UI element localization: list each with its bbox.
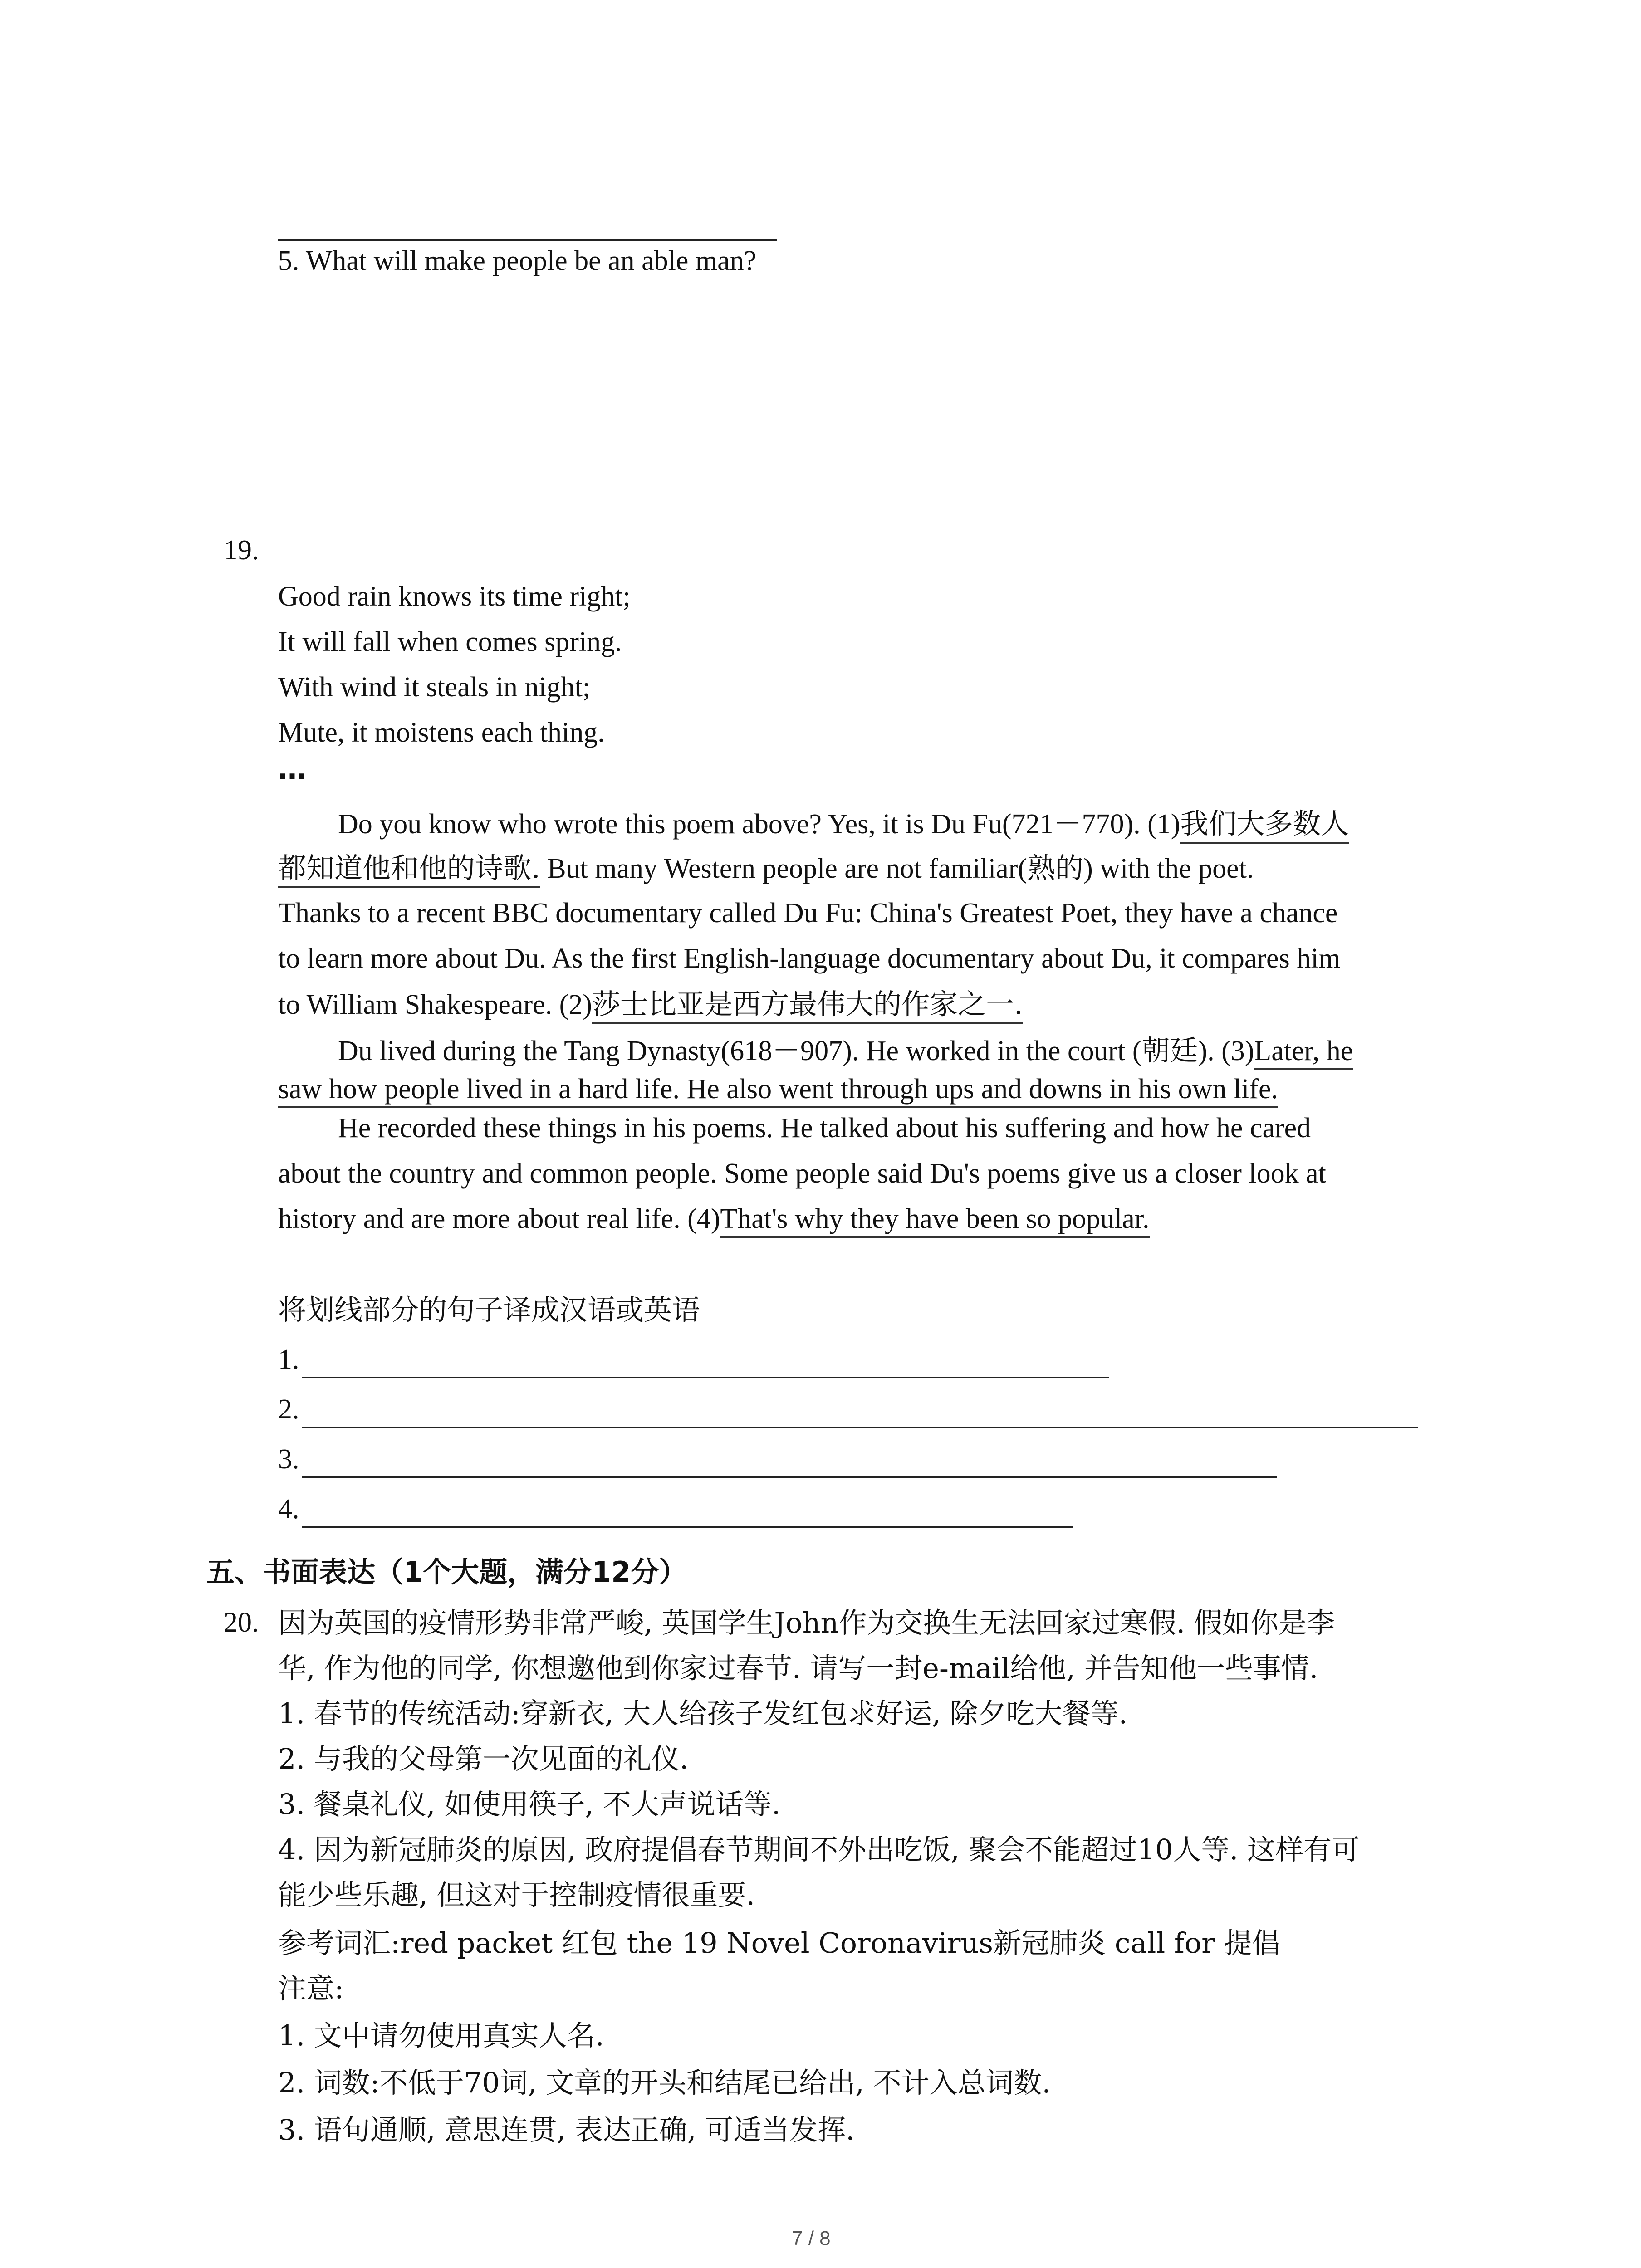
translation-instruction: 将划线部分的句子译成汉语或英语 [278,1293,700,1326]
q20-line-11: 2. 词数:不低于70词, 文章的开头和结尾已给出, 不计入总词数. [278,2066,1051,2099]
q20-line-3: 1. 春节的传统活动:穿新衣, 大人给孩子发红包求好运, 除夕吃大餐等. [278,1697,1128,1730]
p3-line-3 [278,1203,1150,1235]
underlined-sentence-4: That's why they have been so popular. [720,1203,1149,1238]
poem-line-4: Mute, it moistens each thing. [278,717,605,748]
q20-line-10: 1. 文中请勿使用真实人名. [278,2019,604,2052]
section-5-heading: 五、书面表达（1个大题，满分12分） [206,1555,687,1589]
page-number: 7 / 8 [792,2227,831,2249]
p2-line-1 [338,1035,1353,1067]
underlined-sentence-1a: 我们大多数人 [1180,807,1349,844]
p2-line-1-text: Du lived during the Tang Dynasty(618－907). He worked in the court (朝廷). (3) [338,1036,1254,1066]
p1-line-3: Thanks to a recent BBC documentary called Du Fu: China's Greatest Poet, they have a chance [278,898,1338,929]
answer-line-2[interactable] [302,1427,1418,1428]
answer-line-4[interactable] [302,1526,1073,1528]
question-item-5: 5. What will make people be an able man? [278,245,757,276]
p1-line-5 [278,988,1023,1021]
q20-line-7: 能少些乐趣, 但这对于控制疫情很重要. [278,1878,755,1911]
underlined-sentence-3b: saw how people lived in a hard life. He also went through ups and downs in his own life. [278,1074,1278,1108]
p1-line-4: to learn more about Du. As the first English-language documentary about Du, it compares him [278,943,1341,974]
q20-line-8: 参考词汇:red packet 红包 the 19 Novel Coronavirus新冠肺炎 call for 提倡 [278,1926,1280,1960]
poem-line-1: Good rain knows its time right; [278,581,631,612]
q20-line-9: 注意: [278,1972,344,2005]
p3-line-3-text: history and are more about real life. (4) [278,1203,720,1234]
p3-line-2: about the country and common people. Some people said Du's poems give us a closer look at [278,1158,1326,1189]
answer-line-prev [278,239,777,241]
poem-line-2: It will fall when comes spring. [278,626,622,657]
underlined-sentence-1b: 都知道他和他的诗歌. [278,851,540,888]
underlined-sentence-3a: Later, he [1254,1036,1353,1070]
poem-ellipsis: … [278,753,306,786]
answer-label-3: 3. [278,1444,299,1475]
question-19-number: 19. [224,535,259,566]
p1-line-2-text: But many Western people are not familiar(熟的) with the poet. [540,853,1254,884]
q20-line-2: 华, 作为他的同学, 你想邀他到你家过春节. 请写一封e-mail给他, 并告知他一些事情. [278,1652,1318,1685]
answer-line-3[interactable] [302,1476,1277,1478]
answer-label-4: 4. [278,1494,299,1525]
p1-line-2 [278,852,1254,885]
question-20-number: 20. [224,1607,259,1638]
p1-line-1 [338,807,1349,841]
answer-label-2: 2. [278,1394,299,1425]
p3-line-1: He recorded these things in his poems. He talked about his suffering and how he cared [338,1113,1311,1144]
q20-line-12: 3. 语句通顺, 意思连贯, 表达正确, 可适当发挥. [278,2113,855,2146]
underlined-sentence-2: 莎士比亚是西方最伟大的作家之一. [592,987,1023,1024]
answer-line-1[interactable] [302,1377,1109,1378]
poem-line-3: With wind it steals in night; [278,672,591,703]
p1-line-5-text: to William Shakespeare. (2) [278,989,592,1020]
q20-line-4: 2. 与我的父母第一次见面的礼仪. [278,1742,689,1775]
answer-label-1: 1. [278,1344,299,1375]
q20-line-1: 因为英国的疫情形势非常严峻, 英国学生John作为交换生无法回家过寒假. 假如你是李 [278,1606,1335,1639]
p2-line-2 [278,1073,1278,1105]
p1-line-1-text: Do you know who wrote this poem above? Yes, it is Du Fu(721－770). (1) [338,809,1181,840]
q20-line-5: 3. 餐桌礼仪, 如使用筷子, 不大声说话等. [278,1788,781,1821]
q20-line-6: 4. 因为新冠肺炎的原因, 政府提倡春节期间不外出吃饭, 聚会不能超过10人等. 这样有可 [278,1833,1360,1866]
